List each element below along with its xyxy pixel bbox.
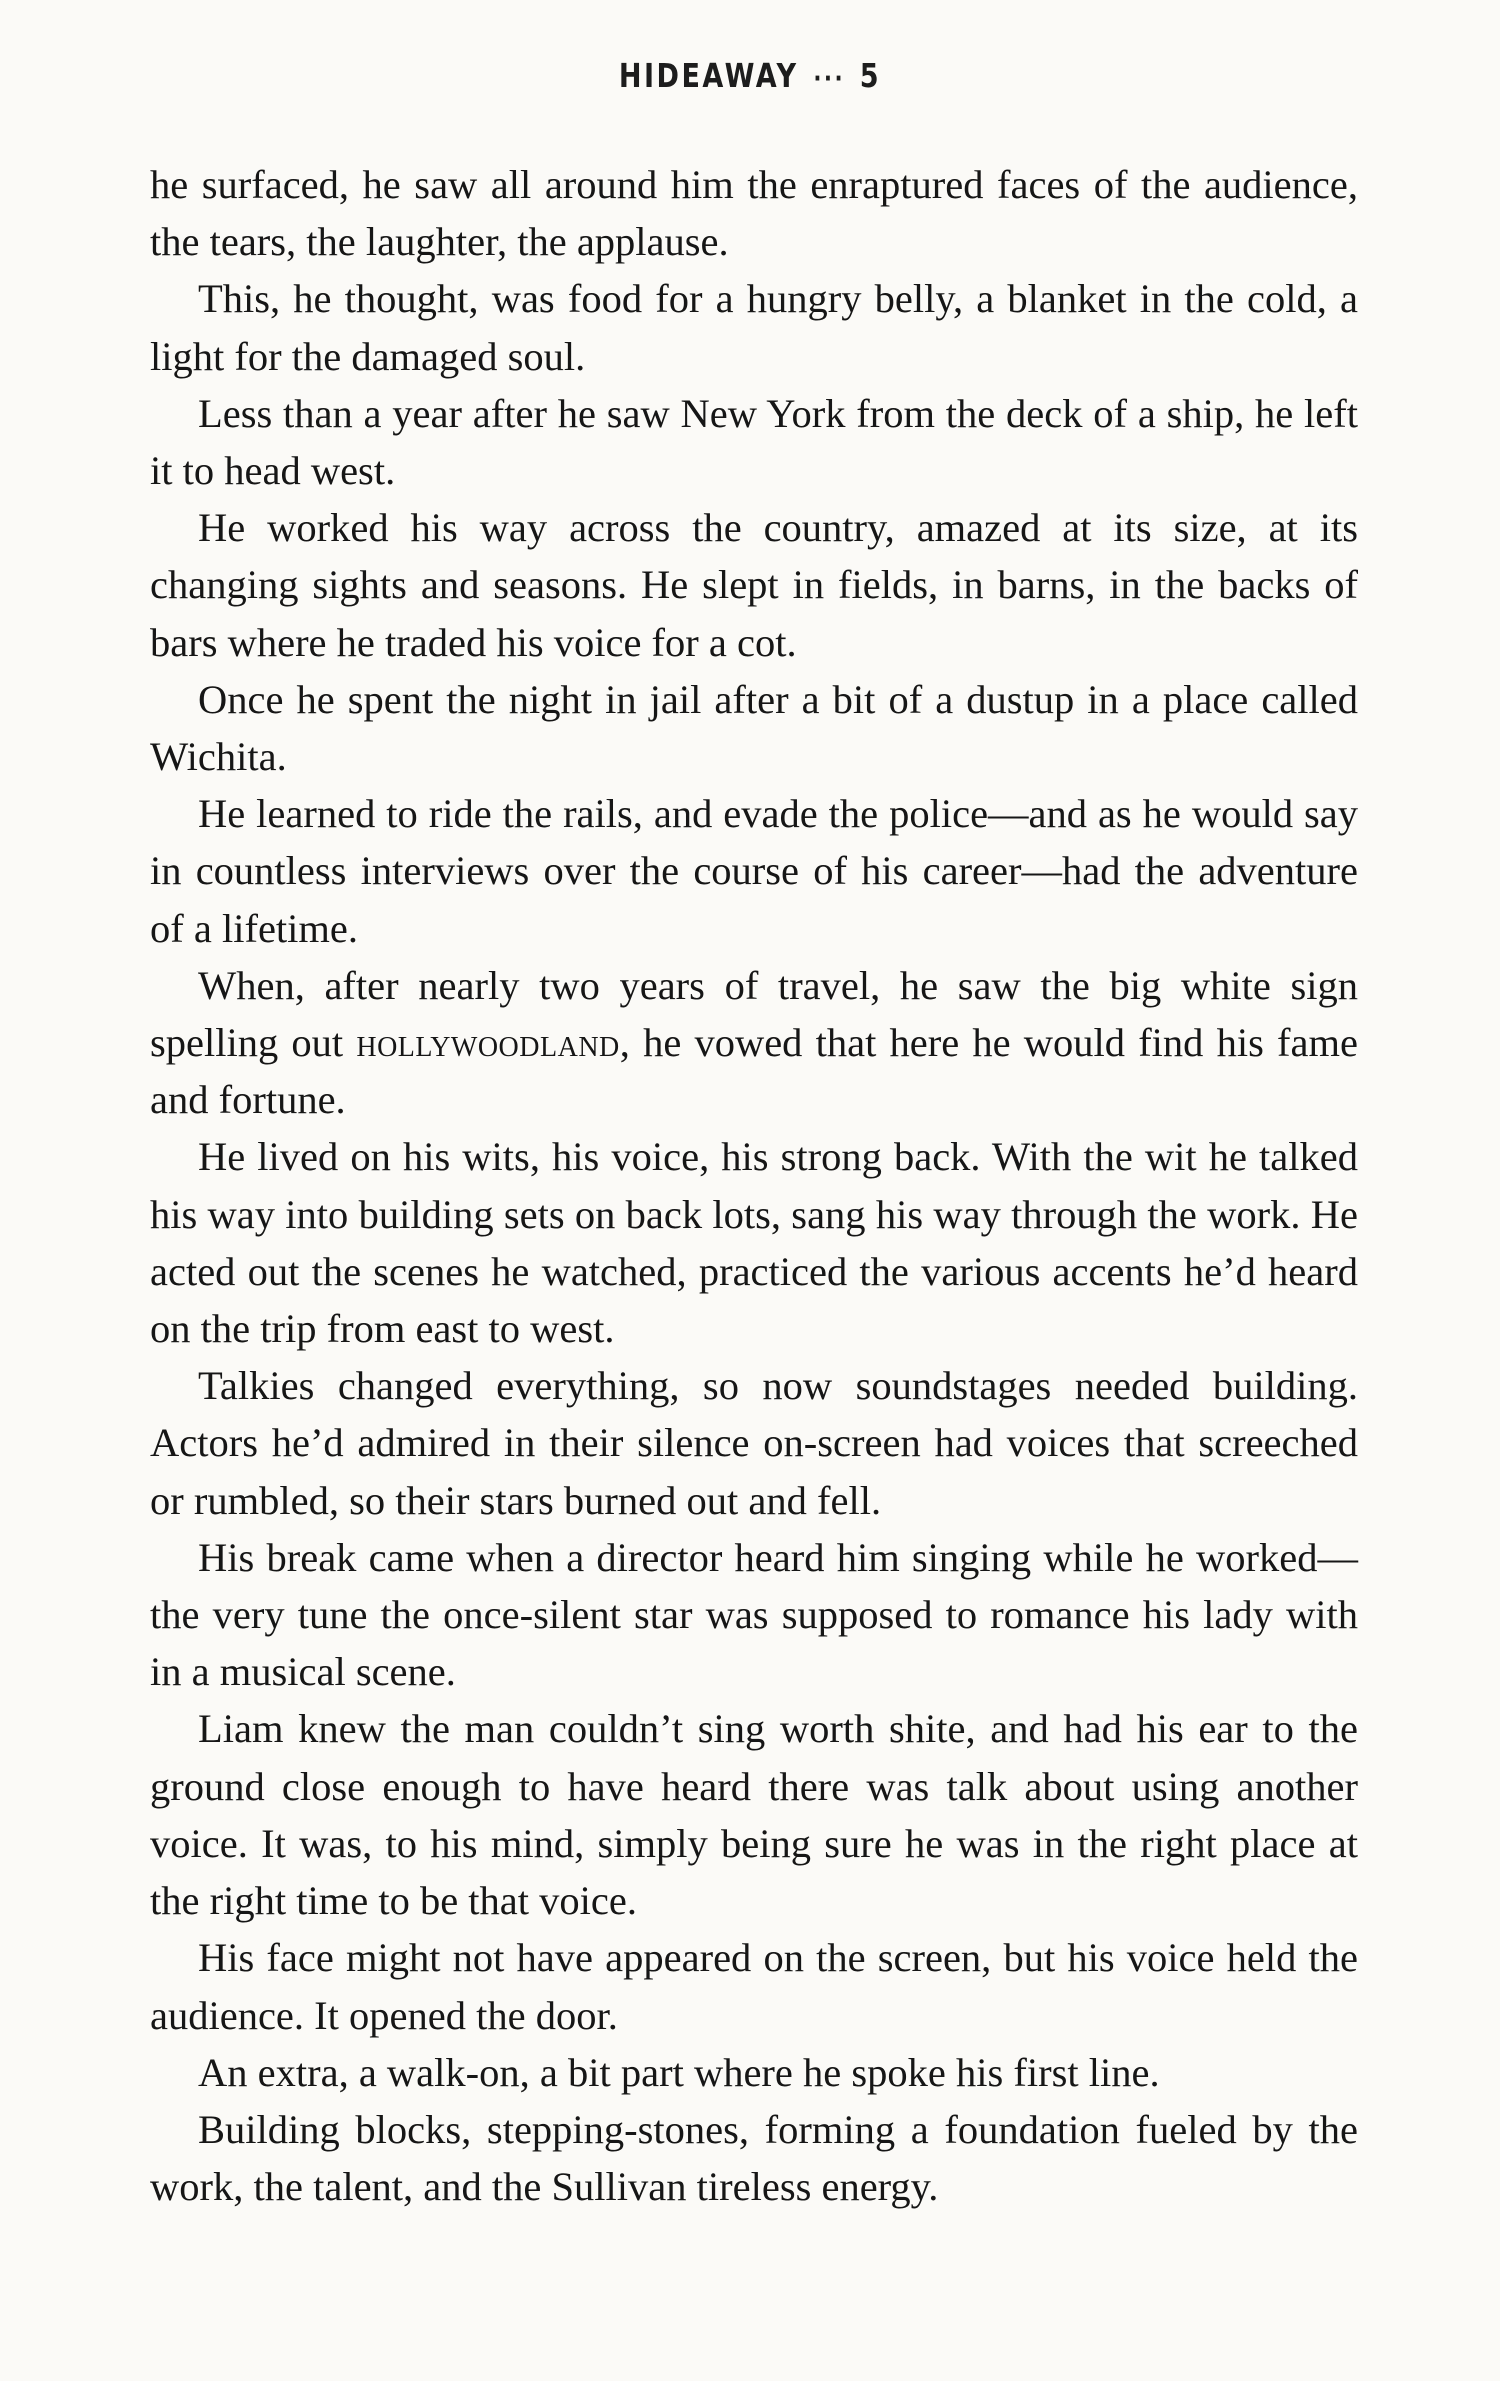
running-header: [135, 56, 1365, 95]
paragraph: Once he spent the night in jail after a bit of a dustup in a place called Wichita.: [150, 676, 1358, 780]
body-text: [150, 156, 1358, 2215]
paragraph: He learned to ride the rails, and evade the police—and as he would say in countless interviews over the course of his career—had the adventure of a lifetime.: [150, 791, 1358, 951]
page-number: 5: [859, 56, 882, 95]
header-separator: ···: [813, 64, 846, 94]
paragraph-text: When, after nearly two years of travel, he saw the big white sign spelling out: [150, 962, 1358, 1066]
sign-text: hollywoodland: [356, 1020, 620, 1066]
paragraph-continued: he surfaced, he saw all around him the enraptured faces of the audience, the tears, the laughter, the applause.: [150, 162, 1358, 265]
paragraph: Talkies changed everything, so now soundstages needed building. Actors he’d admired in their silence on-screen had voices that screeched or rumbled, so their stars burned out and fell.: [150, 1363, 1358, 1523]
paragraph: His face might not have appeared on the screen, but his voice held the audience. It opened the door.: [150, 1935, 1358, 2038]
paragraph: An extra, a walk-on, a bit part where he spoke his first line.: [198, 2049, 1160, 2095]
paragraph: He lived on his wits, his voice, his strong back. With the wit he talked his way into building sets on back lots, sang his way through the work. He acted out the scenes he watched, practiced the various accents he’d heard on the trip from east to west.: [150, 1134, 1358, 1352]
paragraph: His break came when a director heard him singing while he worked—the very tune the once-silent star was supposed to romance his lady with in a musical scene.: [150, 1534, 1358, 1695]
header-title: HIDEAWAY: [618, 56, 799, 95]
paragraph: This, he thought, was food for a hungry belly, a blanket in the cold, a light for the damaged soul.: [150, 276, 1358, 379]
paragraph: Liam knew the man couldn’t sing worth shite, and had his ear to the ground close enough to have heard there was talk about using another voice. It was, to his mind, simply being sure he was in the right place at the right time to be that voice.: [150, 1706, 1358, 1924]
paragraph: Less than a year after he saw New York from the deck of a ship, he left it to head west.: [150, 390, 1358, 494]
paragraph: Building blocks, stepping-stones, forming a foundation fueled by the work, the talent, and the Sullivan tireless energy.: [150, 2106, 1358, 2210]
paragraph: He worked his way across the country, amazed at its size, at its changing sights and seasons. He slept in fields, in barns, in the backs of bars where he traded his voice for a cot.: [150, 505, 1358, 665]
paragraph-text: , he vowed that here he would find his fame and fortune.: [150, 1020, 1358, 1123]
paragraph: [150, 957, 1358, 1129]
